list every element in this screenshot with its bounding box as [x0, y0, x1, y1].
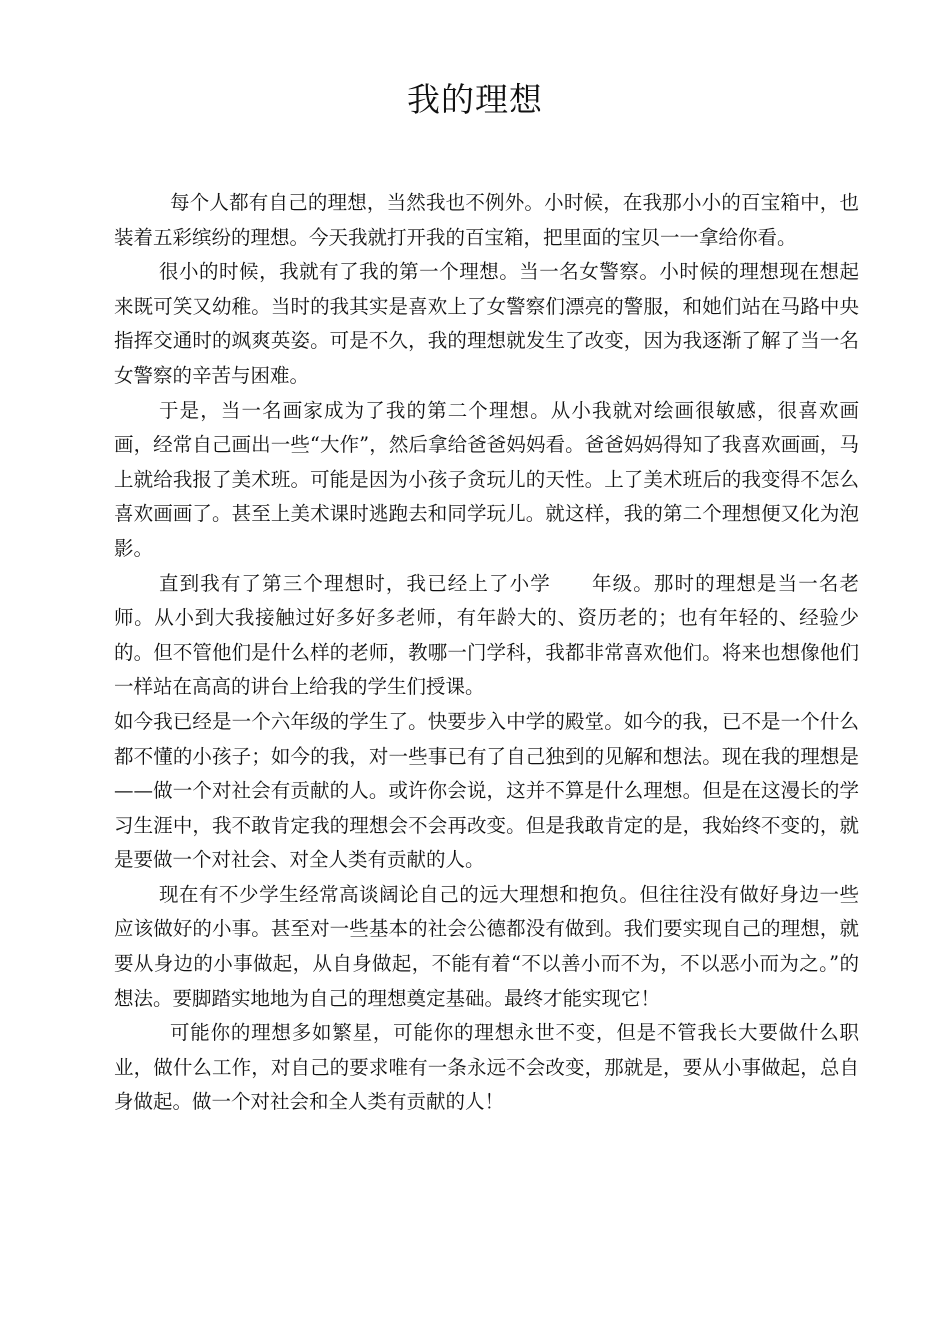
- document-body: [114, 186, 859, 1120]
- paragraph-6: 现在有不少学生经常高谈阔论自己的远大理想和抱负。但往往没有做好身边一些应该做好的小事。甚至对一些基本的社会公德都没有做到。我们要实现自己的理想，就要从身边的小事做起，从自身做起，不能有着“不以善小而不为，不以恶小而为之。”的想法。要脚踏实地地为自己的理想奠定基础。最终才能实现它！: [114, 882, 859, 1010]
- paragraph-3: 于是，当一名画家成为了我的第二个理想。从小我就对绘画很敏感，很喜欢画画，经常自己画出一些“大作”，然后拿给爸爸妈妈看。爸爸妈妈得知了我喜欢画画，马上就给我报了美术班。可能是因为小孩子贪玩儿的天性。上了美术班后的我变得不怎么喜欢画画了。甚至上美术课时逃跑去和同学玩儿。就这样，我的第二个理想便又化为泡影。: [114, 398, 859, 560]
- paragraph-1: 每个人都有自己的理想，当然我也不例外。小时候，在我那小小的百宝箱中，也装着五彩缤纷的理想。今天我就打开我的百宝箱，把里面的宝贝一一拿给你看。: [114, 191, 859, 249]
- paragraph-4-part-1: 直到我有了第三个理想时，我已经上了小学: [159, 571, 551, 595]
- document-title: 我的理想: [407, 80, 543, 119]
- paragraph-5: 如今我已经是一个六年级的学生了。快要步入中学的殿堂。如今的我，已不是一个什么都不懂的小孩子；如今的我，对一些事已有了自己独到的见解和想法。现在我的理想是——做一个对社会有贡献的人。或许你会说，这并不算是什么理想。但是在这漫长的学习生涯中，我不敢肯定我的理想会不会再改变。但是我敢肯定的是，我始终不变的，就是要做一个对社会、对全人类有贡献的人。: [114, 709, 859, 872]
- paragraph-2: 很小的时候，我就有了我的第一个理想。当一名女警察。小时候的理想现在想起来既可笑又幼稚。当时的我其实是喜欢上了女警察们漂亮的警服，和她们站在马路中央指挥交通时的飒爽英姿。可是不久，我的理想就发生了改变，因为我逐渐了解了当一名女警察的辛苦与困难。: [114, 260, 859, 387]
- paragraph-4-part-2: 年级。那时的理想是当一名老师。从小到大我接触过好多好多老师，有年龄大的、资历老的；也有年轻的、经验少的。但不管他们是什么样的老师，教哪一门学科，我都非常喜欢他们。将来也想像他们一样站在高高的讲台上给我的学生们授课。: [114, 571, 859, 699]
- paragraph-4: [114, 567, 859, 705]
- paragraph-7: 可能你的理想多如繁星，可能你的理想永世不变，但是不管我长大要做什么职业，做什么工作，对自己的要求唯有一条永远不会改变，那就是，要从小事做起，总自身做起。做一个对社会和全人类有贡献的人！: [114, 1021, 859, 1114]
